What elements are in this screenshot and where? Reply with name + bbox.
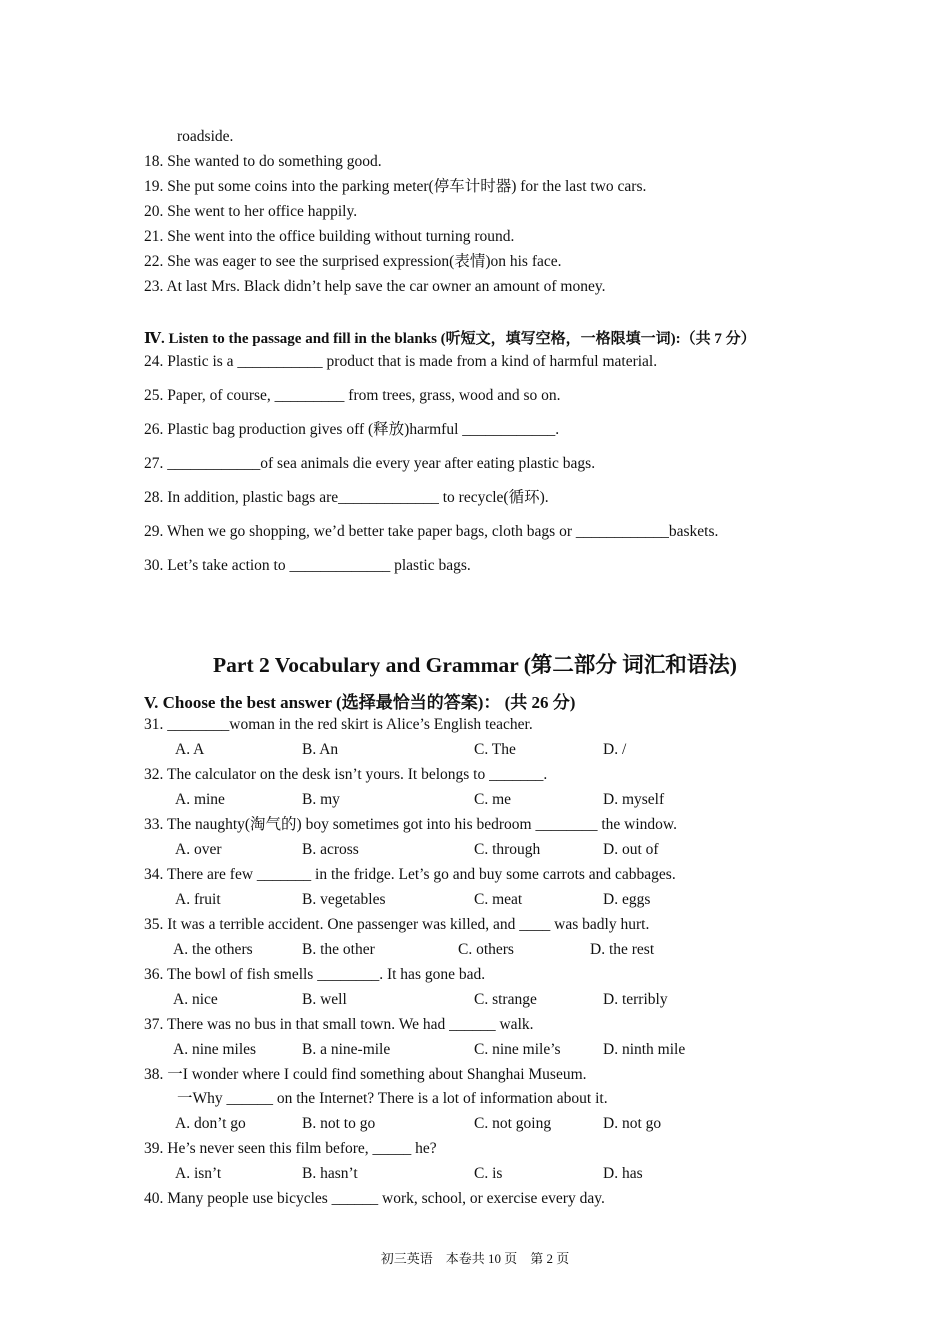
option-a: A. don’t go [175, 1115, 246, 1132]
question-34: 34. There are few _______ in the fridge. Let’s go and buy some carrots and cabbages. [144, 866, 676, 883]
blank-question-29: 29. When we go shopping, we’d better take paper bags, cloth bags or ____________baskets. [144, 523, 719, 540]
blank-question-24: 24. Plastic is a ___________ product that is made from a kind of harmful material. [144, 353, 658, 370]
option-c: C. through [474, 841, 541, 858]
option-d: D. terribly [603, 991, 668, 1008]
option-d: D. the rest [590, 941, 655, 958]
option-d: D. myself [603, 791, 665, 808]
option-a: A. nine miles [173, 1041, 257, 1058]
option-c: C. The [474, 741, 516, 758]
option-a: A. over [175, 841, 222, 858]
section-4-heading: Ⅳ. Listen to the passage and fill in the blanks (听短文，填写空格，一格限填一词):（共 7 分） [144, 331, 756, 347]
option-b: B. hasn’t [302, 1165, 358, 1182]
question-33: 33. The naughty(淘气的) boy sometimes got into his bedroom ________ the window. [144, 816, 677, 833]
blank-question-27: 27. ____________of sea animals die every year after eating plastic bags. [144, 455, 596, 472]
page-footer: 初三英语 本卷共 10 页 第 2 页 [380, 1251, 570, 1266]
option-a: A. isn’t [175, 1165, 222, 1182]
option-a: A. A [175, 741, 205, 758]
option-c: C. nine mile’s [474, 1041, 561, 1058]
blank-question-28: 28. In addition, plastic bags are_____________ to recycle(循环). [144, 489, 549, 506]
option-d: D. not go [603, 1115, 662, 1132]
question-31: 31. ________woman in the red skirt is Alice’s English teacher. [144, 716, 533, 733]
statement-18: 18. She wanted to do something good. [144, 153, 382, 170]
option-b: B. not to go [302, 1115, 376, 1132]
option-b: B. across [302, 841, 359, 858]
question-37: 37. There was no bus in that small town. We had ______ walk. [144, 1016, 534, 1033]
question-40: 40. Many people use bicycles ______ work, school, or exercise every day. [144, 1190, 605, 1207]
blank-question-26: 26. Plastic bag production gives off (释放)harmful ____________. [144, 421, 560, 438]
question-35: 35. It was a terrible accident. One passenger was killed, and ____ was badly hurt. [144, 916, 650, 933]
option-b: B. vegetables [302, 891, 386, 908]
option-c: C. is [474, 1165, 503, 1182]
statement-22: 22. She was eager to see the surprised expression(表情)on his face. [144, 253, 562, 270]
part-2-title: Part 2 Vocabulary and Grammar (第二部分 词汇和语法) [213, 653, 737, 677]
option-c: C. others [458, 941, 514, 958]
option-c: C. not going [474, 1115, 552, 1132]
question-32: 32. The calculator on the desk isn’t yours. It belongs to _______. [144, 766, 548, 783]
option-b: B. my [302, 791, 340, 808]
statement-21: 21. She went into the office building without turning round. [144, 228, 515, 245]
question-38: 38. 一I wonder where I could find something about Shanghai Museum. [144, 1066, 587, 1083]
statement-19: 19. She put some coins into the parking meter(停车计时器) for the last two cars. [144, 178, 647, 195]
option-d: D. out of [603, 841, 659, 858]
option-d: D. ninth mile [603, 1041, 686, 1058]
option-d: D. eggs [603, 891, 651, 908]
option-b: B. An [302, 741, 339, 758]
option-a: A. the others [173, 941, 253, 958]
question-39: 39. He’s never seen this film before, _____ he? [144, 1140, 437, 1157]
option-b: B. the other [302, 941, 375, 958]
option-a: A. nice [173, 991, 218, 1008]
option-b: B. well [302, 991, 347, 1008]
option-c: C. me [474, 791, 512, 808]
option-c: C. strange [474, 991, 537, 1008]
option-c: C. meat [474, 891, 523, 908]
option-d: D. / [603, 741, 627, 758]
question-38-reply: 一Why ______ on the Internet? There is a lot of information about it. [177, 1090, 608, 1107]
statement-20: 20. She went to her office happily. [144, 203, 358, 220]
statement-23: 23. At last Mrs. Black didn’t help save the car owner an amount of money. [144, 278, 606, 295]
blank-question-25: 25. Paper, of course, _________ from trees, grass, wood and so on. [144, 387, 561, 404]
option-a: A. fruit [175, 891, 221, 908]
statement-17-continuation: roadside. [177, 128, 234, 145]
blank-question-30: 30. Let’s take action to _____________ plastic bags. [144, 557, 471, 574]
option-a: A. mine [175, 791, 225, 808]
question-36: 36. The bowl of fish smells ________. It has gone bad. [144, 966, 486, 983]
section-5-heading: V. Choose the best answer (选择最恰当的答案)： (共 26 分) [144, 693, 576, 712]
option-d: D. has [603, 1165, 643, 1182]
option-b: B. a nine-mile [302, 1041, 391, 1058]
